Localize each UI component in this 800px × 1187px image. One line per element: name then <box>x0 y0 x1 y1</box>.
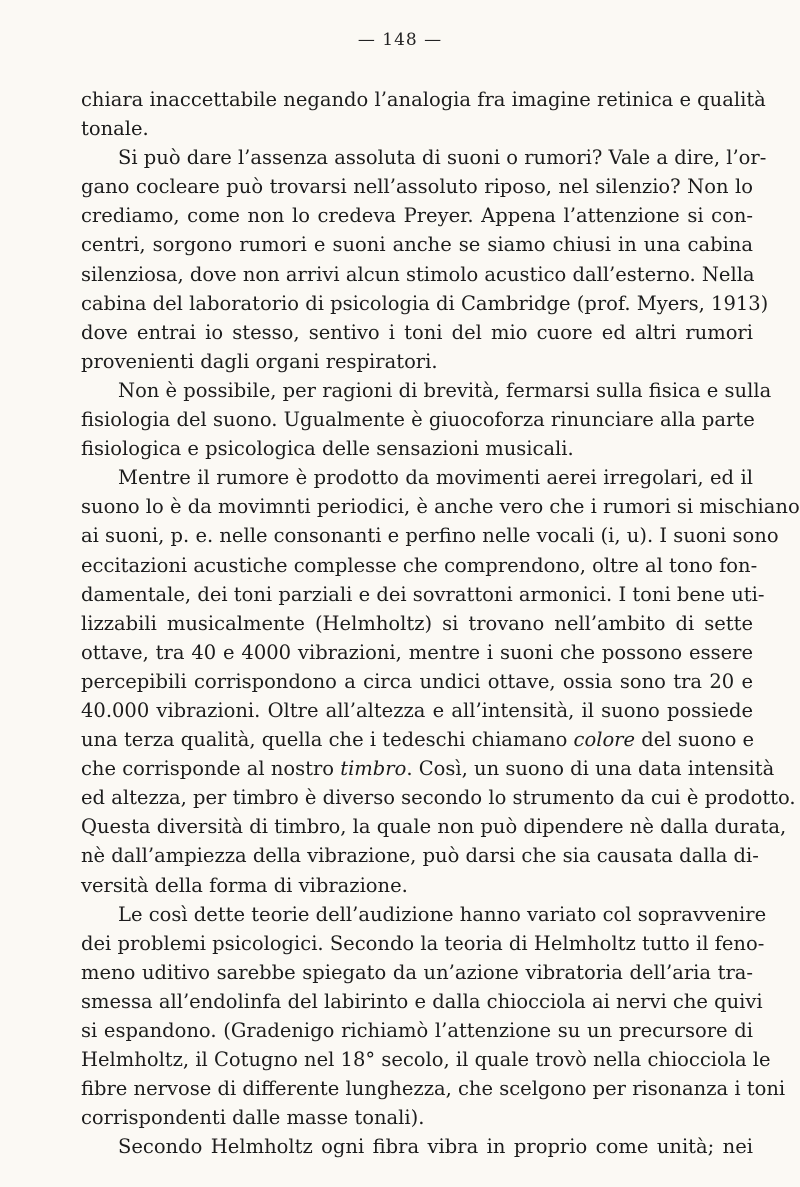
text-line: tonale. <box>81 117 149 141</box>
text-line: fisiologica e psicologica delle sensazioni musicali. <box>81 437 574 461</box>
text-line: fisiologia del suono. Ugualmente è giuocoforza rinunciare alla parte <box>81 408 755 432</box>
text-line: lizzabili musicalmente (Helmholtz) si trovano nell’ambito di sette <box>81 611 753 635</box>
text-line: meno uditivo sarebbe spiegato da un’azione vibratoria dell’aria tra- <box>81 960 753 984</box>
text-line: chiara inaccettabile negando l’analogia fra imagine retinica e qualità <box>81 88 766 111</box>
text-line italic-line: che corrisponde al nostro timbro. Così, un suono di una data intensità <box>81 757 775 781</box>
text-line: eccitazioni acustiche complesse che comprendono, oltre al tono fon- <box>81 553 758 577</box>
text-line: silenziosa, dove non arrivi alcun stimolo acustico dall’esterno. Nella <box>81 262 755 286</box>
text-line: Secondo Helmholtz ogni fibra vibra in proprio come unità; nei <box>118 1135 753 1159</box>
italic-word: colore <box>573 728 636 752</box>
text-line italic-line: una terza qualità, quella che i tedeschi chiamano colore del suono e <box>81 728 755 752</box>
text-line: versità della forma di vibrazione. <box>81 873 408 897</box>
text-line: si espandono. (Gradenigo richiamò l’attenzione su un precursore di <box>81 1019 753 1042</box>
text-line: dove entrai io stesso, sentivo i toni del mio cuore ed altri rumori <box>81 320 753 344</box>
text-line: Questa diversità di timbro, la quale non può dipendere nè dalla durata, <box>81 815 787 839</box>
text-line: Le così dette teorie dell’audizione hanno variato col sopravvenire <box>118 902 767 926</box>
text-line: cabina del laboratorio di psicologia di Cambridge (prof. Myers, 1913) <box>81 291 769 315</box>
text-line: Si può dare l’assenza assoluta di suoni o rumori? Vale a dire, l’or- <box>118 146 767 170</box>
text-line: gano cocleare può trovarsi nell’assoluto riposo, nel silenzio? Non lo <box>81 175 753 199</box>
text-line: ed altezza, per timbro è diverso secondo lo strumento da cui è prodotto. <box>81 786 796 810</box>
text-line: ai suoni, p. e. nelle consonanti e perfino nelle vocali (i, u). I suoni sono <box>81 524 779 548</box>
text-line: Non è possibile, per ragioni di brevità, fermarsi sulla fisica e sulla <box>118 378 772 402</box>
text-line: Helmholtz, il Cotugno nel 18° secolo, il quale trovò nella chiocciola le <box>81 1048 771 1072</box>
text-line: nè dall’ampiezza della vibrazione, può darsi che sia causata dalla di- <box>81 844 759 868</box>
text-line: percepibili corrispondono a circa undici ottave, ossia sono tra 20 e <box>81 669 753 693</box>
text-line: damentale, dei toni parziali e dei sovrattoni armonici. I toni bene uti- <box>81 582 765 606</box>
text-line: ottave, tra 40 e 4000 vibrazioni, mentre i suoni che possono essere <box>81 640 753 664</box>
text-line: corrispondenti dalle masse tonali). <box>81 1106 425 1130</box>
text-line: provenienti dagli organi respiratori. <box>81 349 438 373</box>
text-line: 40.000 vibrazioni. Oltre all’altezza e all’intensità, il suono possiede <box>81 698 753 722</box>
text-line: dei problemi psicologici. Secondo la teoria di Helmholtz tutto il feno- <box>81 931 765 955</box>
text-line: Mentre il rumore è prodotto da movimenti aerei irregolari, ed il <box>118 466 753 490</box>
text-line: smessa all’endolinfa del labirinto e dalla chiocciola ai nervi che quivi <box>81 989 763 1013</box>
text-line: fibre nervose di differente lunghezza, che scelgono per risonanza i toni <box>81 1077 786 1101</box>
page-number: — 148 — <box>357 30 443 50</box>
italic-word: timbro <box>340 757 407 781</box>
text-line: centri, sorgono rumori e suoni anche se siamo chiusi in una cabina <box>81 233 753 257</box>
text-line: crediamo, come non lo credeva Preyer. Appena l’attenzione si con- <box>81 204 753 228</box>
text-line: suono lo è da movimnti periodici, è anche vero che i rumori si mischiano <box>81 495 800 519</box>
body-text <box>81 85 800 1161</box>
